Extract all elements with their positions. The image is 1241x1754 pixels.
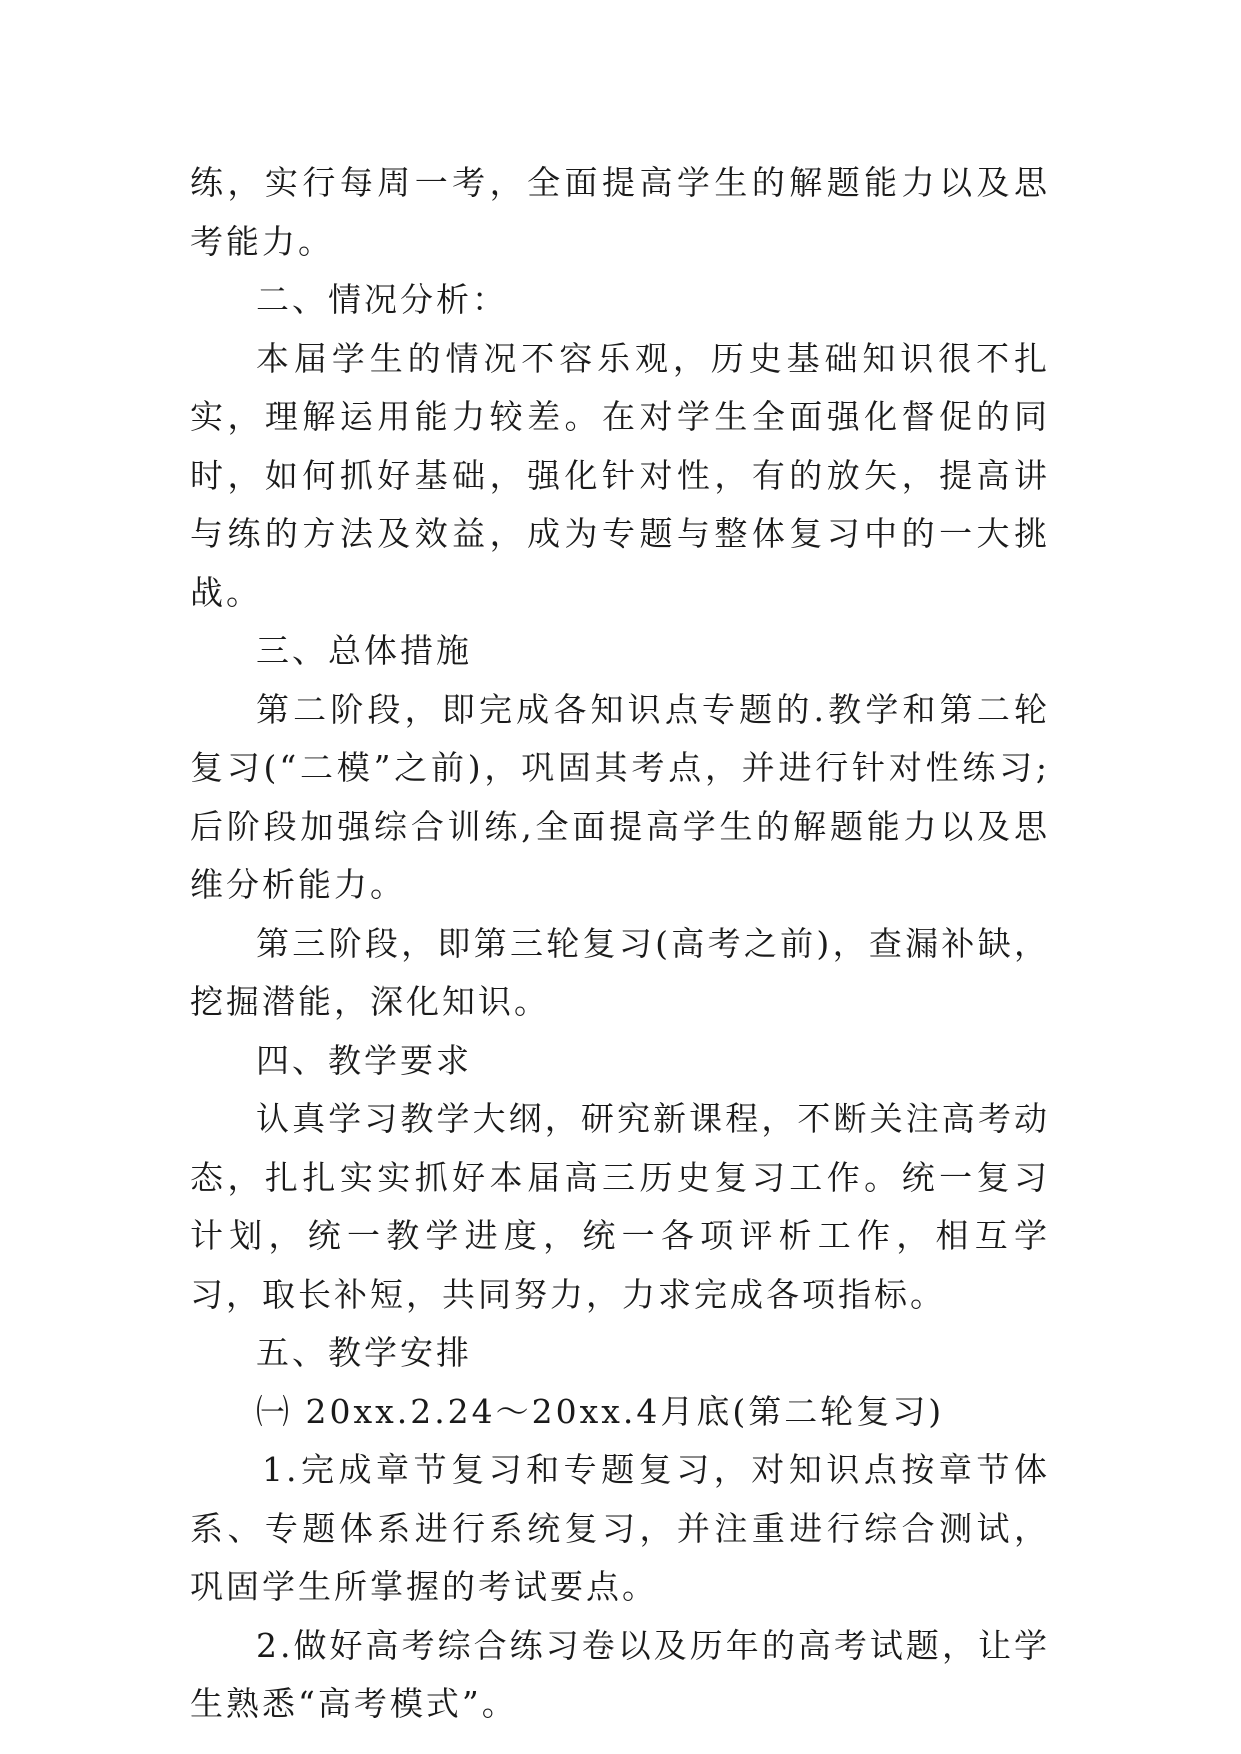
section-heading-requirements: 四、教学要求 — [256, 1040, 472, 1080]
stage-three-paragraph: 第三阶段，即第三轮复习(高考之前)，查漏补缺，挖掘潜能，深化知识。 — [190, 923, 1050, 1021]
stage-two-paragraph: 第二阶段，即完成各知识点专题的.教学和第二轮复习(“二模”之前)，巩固其考点，并进行针对性练习;后阶段加强综合训练,全面提高学生的解题能力以及思维分析能力。 — [190, 689, 1050, 904]
requirements-paragraph: 认真学习教学大纲，研究新课程，不断关注高考动态，扎扎实实抓好本届高三历史复习工作。统一复习计划，统一教学进度，统一各项评析工作，相互学习，取长补短，共同努力，力求完成各项指标。 — [190, 1099, 1050, 1314]
section-heading-measures: 三、总体措施 — [256, 631, 472, 670]
arrangement-item-1: 1.完成章节复习和专题复习，对知识点按章节体系、专题体系进行系统复习，并注重进行综合测试，巩固学生所掌握的考试要点。 — [190, 1450, 1050, 1606]
section-heading-situation: 二、情况分析： — [256, 280, 508, 319]
arrangement-item-2: 2.做好高考综合练习卷以及历年的高考试题，让学生熟悉“高考模式”。 — [190, 1625, 1050, 1723]
period-one-heading: ㈠ 20xx.2.24～20xx.4月底(第二轮复习) — [256, 1391, 945, 1431]
document-body — [190, 154, 1050, 1734]
continuation-paragraph: 练，实行每周一考，全面提高学生的解题能力以及思考能力。 — [190, 163, 1050, 261]
situation-paragraph: 本届学生的情况不容乐观，历史基础知识很不扎实，理解运用能力较差。在对学生全面强化督促的同时，如何抓好基础，强化针对性，有的放矢，提高讲与练的方法及效益，成为专题与整体复习中的一大挑战。 — [190, 338, 1050, 612]
section-heading-arrangement: 五、教学安排 — [256, 1333, 472, 1372]
